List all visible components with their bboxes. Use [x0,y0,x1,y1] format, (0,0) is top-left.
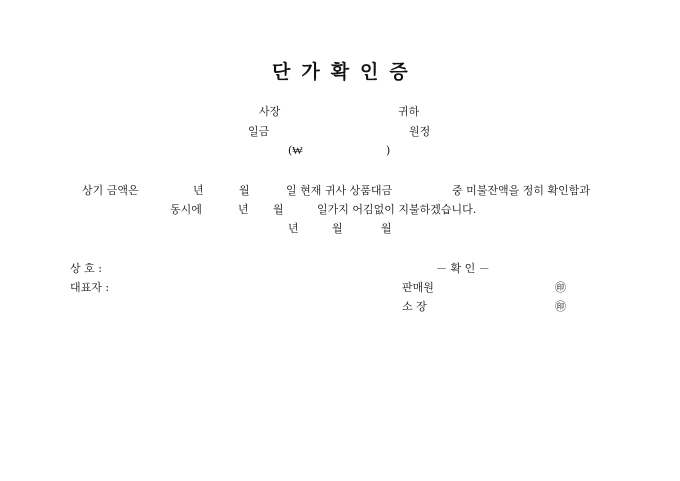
body-line1-year: 년 [193,184,204,197]
body-line2-year: 년 [238,203,249,216]
amount-suffix: 원정 [409,125,431,138]
body-line1-day-text: 일 현재 귀사 상품대금 [286,184,393,197]
manager-label: 소 장 [402,300,427,313]
seller-seal: ㊞ [555,281,566,294]
amount-currency-close: ) [386,144,391,157]
recipient-label-gwiha: 귀하 [398,105,420,118]
company-label: 상 호 : [70,262,102,275]
confirm-heading: － 확 인 － [436,262,490,275]
body-line1-unpaid-text: 중 미불잔액을 정히 확인함과 [452,184,591,197]
body-line2-month: 월 [273,203,284,216]
date-day: 월 [381,222,392,235]
amount-label: 일금 [248,125,270,138]
representative-label: 대표자 : [70,281,110,294]
date-year: 년 [288,222,299,235]
date-month: 월 [332,222,343,235]
body-line1-month: 월 [239,184,250,197]
document-title: 단가확인증 [272,61,419,83]
seller-label: 판매원 [402,281,434,294]
body-line1-intro: 상기 금액은 [82,184,139,197]
body-line2-intro: 동시에 [170,203,202,216]
amount-currency-open: (₩ [288,144,303,157]
recipient-label-sajang: 사장 [259,105,281,118]
manager-seal: ㊞ [555,300,566,313]
body-line2-promise-text: 일가지 어김없이 지불하겠습니다. [317,203,477,216]
